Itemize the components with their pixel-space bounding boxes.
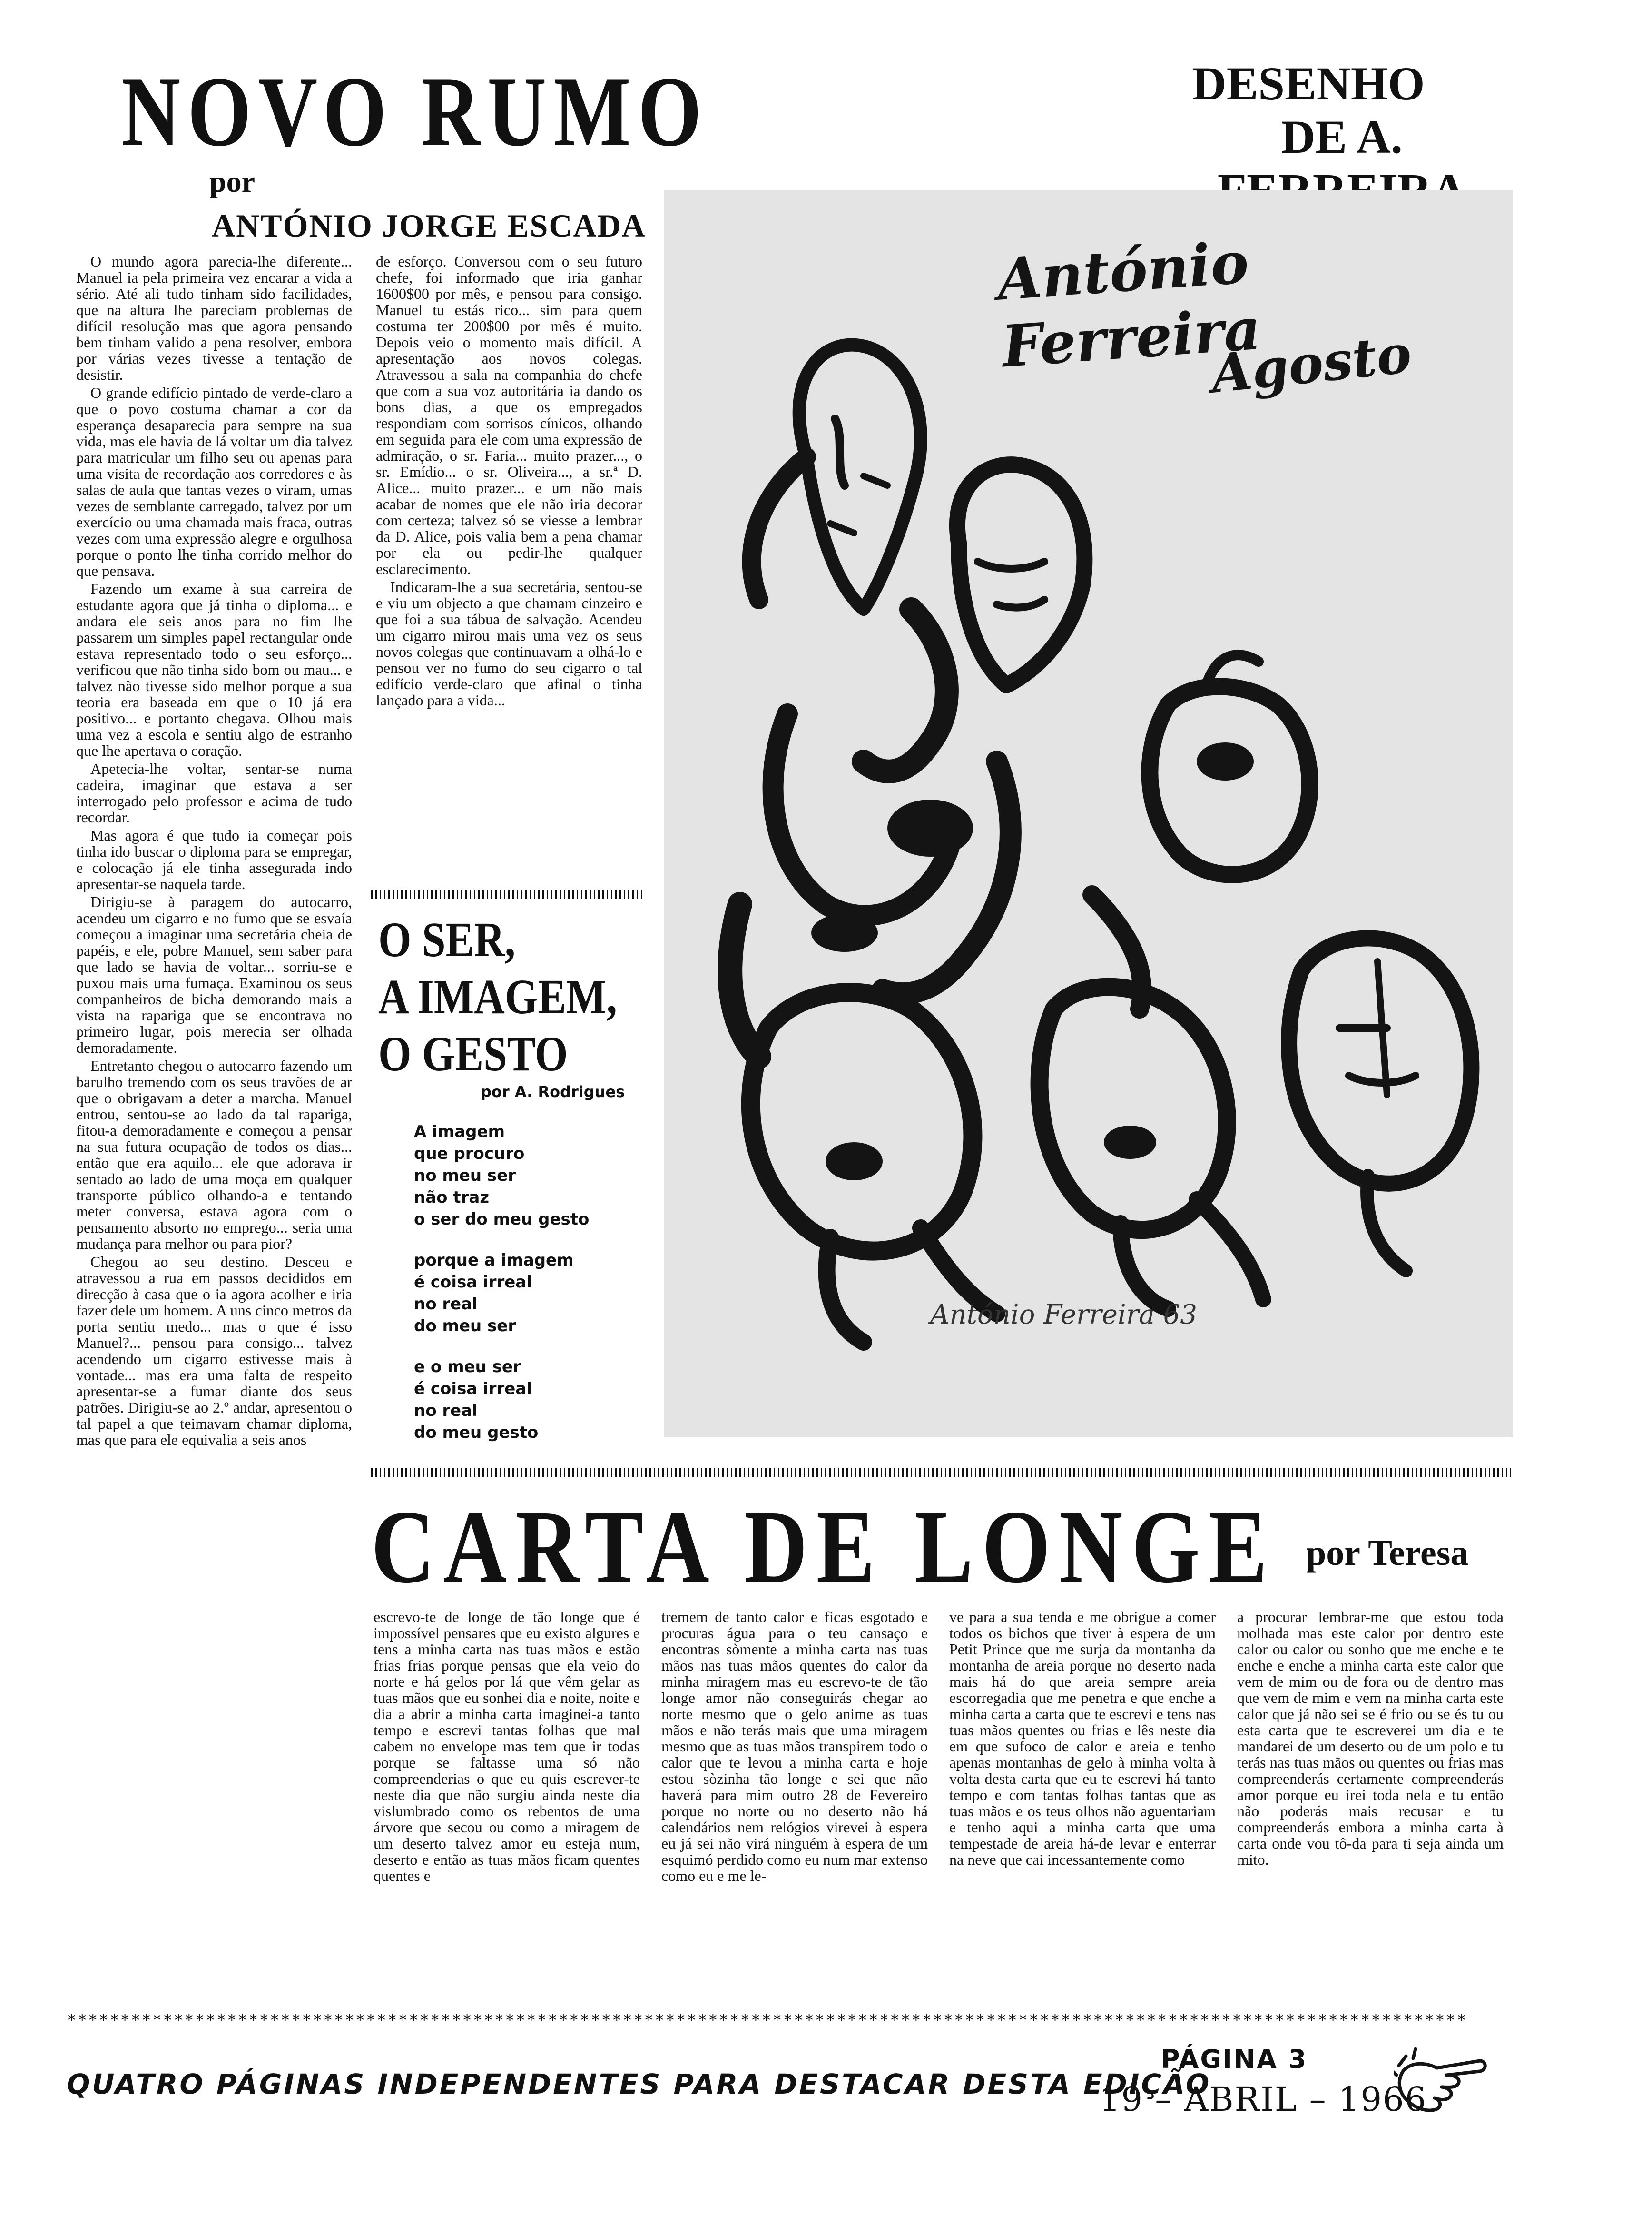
- poem-title-line: O GESTO: [378, 1027, 568, 1081]
- poem-line: A imagem: [414, 1122, 505, 1141]
- article-paragraph: O grande edifício pintado de verde-claro a que o povo costuma chamar a cor da esperança desaparecia para sempre na sua vida, mas ele havia de lá voltar um dia talvez para matricular um filho seu ou apenas para uma visita de recordação aos corredores e às salas de aula que tantas vezes o viram, umas vezes de semblante carregado, talvez por um exercício ou uma chamada mais fraca, outras vezes com uma expressão alegre e orgulhosa porque o ponto lhe tinha corrido melhor do que pensava.: [76, 384, 352, 579]
- section-divider: [371, 890, 642, 899]
- article-paragraph: de esforço. Conversou com o seu futuro chefe, foi informado que iria ganhar 1600$00 por mês, e pensou para consigo. Manuel tu estás rico... sim para quem costuma ter 200$00 por mês é muito. Depois veio o momento mais difícil. A apresentação aos novos colegas. Atravessou a sala na companhia do chefe que com a sua voz autoritária ia dando os bons dias, a que os empregados respondiam com sorrisos cínicos, olhando em seguida para ele com uma expressão de admiração, o sr. Faria... muito prazer..., o sr. Emídio... o sr. Oliveira..., a sr.ª D. Alice... muito prazer... e um não mais acabar de nomes que ele não iria decorar com certeza; talvez só se viesse a lembrar da D. Alice, pois valia bem a pena chamar por ela ou pedir-lhe qualquer esclarecimento.: [376, 253, 642, 577]
- poem-line: no meu ser: [414, 1166, 516, 1185]
- poem-line: no real: [414, 1401, 478, 1420]
- poem-line: do meu gesto: [414, 1423, 539, 1442]
- article-paragraph: Apetecia-lhe voltar, sentar-se numa cadeira, imaginar que estava a ser interrogado pelo professor e acima de tudo recordar.: [76, 760, 352, 826]
- poem-line: porque a imagem: [414, 1251, 574, 1270]
- poem-line: é coisa irreal: [414, 1379, 532, 1398]
- article-paragraph: O mundo agora parecia-lhe diferente... Manuel ia pela primeira vez encarar a vida a sério. Até ali tudo tinham sido facilidades, que na altura lhe pareciam problemas de difícil resolução mas que agora pensando bem tinham valido a pena resolver, embora por várias vezes tivesse a tentação de desistir.: [76, 253, 352, 383]
- poem-body: [414, 1121, 633, 1463]
- article-paragraph: Entretanto chegou o autocarro fazendo um barulho tremendo com os seus travões de ar que o obrigavam a deter a marcha. Manuel entrou, sentou-se ao lado da tal rapariga, fitou-a demoradamente e começou a pensar na sua futura ocupação de todos os dias... então que era aquilo... ele que adorava ir sentado ao lado de uma moça em qualquer transporte público olhando-a e tentando meter conversa, estava agora com o pensamento absorto no emprego... seria uma mudança para melhor ou para pior?: [76, 1057, 352, 1252]
- letter-column-3: ve para a sua tenda e me obrigue a comer todos os bichos que tiver à espera de um Petit Prince que me surja da montanha da montanha de areia porque no deserto nada mais há do que areia sempre areia escorregadia que me penetra e que enche a minha carta a carta que te escrevi e tens nas tuas mãos quentes ou frias e lês neste dia em que sufoco de calor e areia e tenho apenas montanhas de gelo à minha volta à volta desta carta que eu te escrevi há tanto tempo e com tantas folhas tantas que as tuas mãos e os teus olhos não aguentariam e tenho aqui a minha carta que uma tempestade de areia há-de levar e enterrar na neve que cai incessantemente como: [949, 1609, 1216, 1868]
- issue-date: 19 – ABRIL – 1966: [1099, 2080, 1427, 2119]
- poem-line: no real: [414, 1295, 478, 1314]
- poem-line: do meu ser: [414, 1316, 516, 1335]
- article-paragraph: Dirigiu-se à paragem do autocarro, acendeu um cigarro e no fumo que se esvaía começou a imaginar uma secretária cheia de papéis, e ele, pobre Manuel, sem saber para que lado se havia de voltar... sorriu-se e puxou mais uma fumaça. Examinou os seus companheiros de bicha demorando mais a vista na rapariga que se encontrava no primeiro lugar, pois merecia ser olhada demoradamente.: [76, 893, 352, 1056]
- poem-line: que procuro: [414, 1144, 525, 1163]
- poem-title-line: O SER,: [378, 912, 516, 967]
- poem-stanza: [414, 1121, 633, 1230]
- artist-signature-date: Agosto: [1208, 323, 1415, 405]
- page-number: PÁGINA 3: [1161, 2044, 1308, 2074]
- artist-bottom-signature: António Ferreira 63: [930, 1299, 1197, 1330]
- article-column-1: [76, 253, 352, 1995]
- pointing-hand-icon: [1394, 2042, 1489, 2123]
- drawing-caption-line: DESENHO: [1192, 57, 1425, 110]
- poem-author: por A. Rodrigues: [481, 1083, 625, 1101]
- article-author: ANTÓNIO JORGE ESCADA: [212, 208, 646, 244]
- article-paragraph: Indicaram-lhe a sua secretária, sentou-se e viu um objecto a que chamam cinzeiro e que foi a sua tábua de salvação. Acendeu um cigarro mirou mais uma vez os seus novos colegas que continuavam a olhá-lo e pensou ver no fumo do seu cigarro o tal edifício verde-claro que afinal o tinha lançado para a vida...: [376, 578, 642, 709]
- drawing-caption-line: DE A.: [1281, 110, 1403, 163]
- poem-title-line: A IMAGEM,: [378, 969, 617, 1024]
- poem-stanza: [414, 1356, 633, 1444]
- article-title: NOVO RUMO: [121, 57, 709, 167]
- letter-title: CARTA DE LONGE: [371, 1489, 1276, 1605]
- ink-drawing: [664, 190, 1513, 1437]
- poem-stanza: [414, 1249, 633, 1337]
- footer-star-rule: ***********************************************************************************************************************************: [67, 2011, 1467, 2030]
- article-by: por: [209, 165, 255, 198]
- footer-headline: QUATRO PÁGINAS INDEPENDENTES PARA DESTACAR DESTA EDIÇÃO: [67, 2068, 1211, 2100]
- poem-line: e o meu ser: [414, 1357, 521, 1376]
- article-paragraph: Fazendo um exame à sua carreira de estudante agora que já tinha o diploma... e andara ele seis anos para no fim lhe passarem um simples papel rectangular onde estava representado todo o seu esforço... verificou que não tinha sido bom ou mau... e talvez não tivesse sido melhor porque a sua teoria era baseada em que o 10 já era positivo... e portanto chegava. Olhou mais uma vez a escola e sentiu algo de estranho que lhe apertava o coração.: [76, 580, 352, 759]
- poem-line: não traz: [414, 1188, 490, 1207]
- poem-line: o ser do meu gesto: [414, 1210, 590, 1229]
- poem-line: é coisa irreal: [414, 1273, 532, 1292]
- section-divider: [371, 1468, 1511, 1477]
- article-column-2: [376, 253, 642, 881]
- letter-column-4: a procurar lembrar-me que estou toda molhada mas este calor por dentro este calor ou calor ou sonho que me enche e te enche e enche a minha carta este calor que vem de mim ou de fora ou de dentro mas que vem de mim e vem na minha carta este calor que já não sei se é frio ou se és tu ou esta carta que te escreverei um dia e te mandarei de um deserto ou de um polo e tu terás nas tuas mãos ou quentes ou frias mas compreenderás certamente compreenderás amor porque eu irei toda nela e tu então não poderás mais recusar e tu compreenderás embora a minha carta à carta onde vou tô-da para ti seja ainda um mito.: [1237, 1609, 1504, 1868]
- letter-column-1: escrevo-te de longe de tão longe que é impossível pensares que eu existo algures e tens a minha carta nas tuas mãos e estão frias frias porque pensas que ela veio do norte e há gelos por lá que vêm gelar as tuas mãos que eu sonhei dia e noite, noite e dia a abrir a minha carta imaginei-a tanto tempo e escrevi tantas folhas que mal cabem no envelope mas tem que ir todas porque se faltasse uma só não compreenderias o que eu quis escrever-te neste dia que não surgiu ainda neste dia vislumbrado como os rebentos de uma árvore que secou ou como a miragem de um deserto talvez amor eu esteja num, deserto e então as tuas mãos ficam quentes quentes e: [374, 1609, 640, 1884]
- article-paragraph: Chegou ao seu destino. Desceu e atravessou a rua em passos decididos em direcção à casa que o ia agora acolher e iria fazer dele um homem. A uns cinco metros da porta sentiu medo... mas o que é isso Manuel?... pensou para consigo... talvez acendendo um cigarro estivesse mais à vontade... mas era uma falta de respeito apresentar-se a fumar diante dos seus patrões. Dirigiu-se ao 2.º andar, apresentou o tal papel a que teimavam chamar diploma, mas que para ele equivalia a seis anos: [76, 1253, 352, 1448]
- artist-signature: António Ferreira: [995, 229, 1263, 381]
- letter-column-2: tremem de tanto calor e ficas esgotado e procuras água para o teu cansaço e encontras sòmente a minha carta nas tuas mãos nas tuas mãos quentes do calor da minha miragem mas eu escrevo-te de tão longe amor não conseguirás chegar ao norte mesmo que o gelo anime as tuas mãos e não terás mais que uma miragem mesmo que as tuas mãos transpirem todo o calor que te levou a minha carta e hoje estou sòzinha tão longe e sei que não haverá para mim outro 28 de Fevereiro porque no norte ou no deserto não há calendários nem relógios virevei à espera eu já sei não virá ninguém à espera de um esquimó perdido como eu num mar extenso como eu e me le-: [661, 1609, 928, 1884]
- poem-title: [378, 911, 617, 1083]
- article-paragraph: Mas agora é que tudo ia começar pois tinha ido buscar o diploma para se empregar, e colocação já ele tinha assegurada indo apresentar-se naquela tarde.: [76, 827, 352, 892]
- letter-author: por Teresa: [1306, 1533, 1469, 1573]
